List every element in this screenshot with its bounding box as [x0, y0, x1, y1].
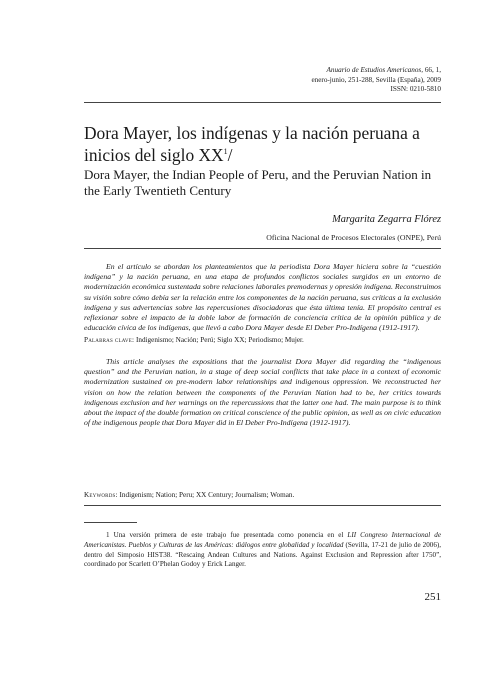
abstract-spanish: En el artículo se abordan los planteamientos que la periodista Dora Mayer hiciera sobre la “cuestión indígena” y la nación peruana, en una etapa de profundos conflictos sociales surgidos en un entorno de modernización económica sustentada sobre relaciones laborales premodernas y opresión indígena. Reconstruimos su visión sobre cómo debía ser la relación entre los componentes de la nación peruana, sus críticas a la exclusión indígena y sus advertencias sobre las repercusiones disociadoras que ésta última tenía. El propósito central es reflexionar sobre el impacto de la doble labor de formación de conciencia crítica de la opinión pública y de educación cívica de los indígenas, que llevó a cabo Dora Mayer desde El Deber Pro-Indígena (1912-1917).: [84, 262, 441, 333]
keywords-spanish-list: Indigenismo; Nación; Perú; Siglo XX; Periodismo; Mujer.: [134, 336, 304, 344]
footnote-event: LII Congreso Internacional de Americanistas. Pueblos y Culturas de las Américas: diálogos entre globalidad y localidad: [84, 531, 441, 549]
journal-name: Anuario de Estudios Americanos,: [326, 66, 424, 74]
abstract-english: This article analyses the expositions that the journalist Dora Mayer did regarding the “indigenous question” and the Peruvian nation, in a stage of deep social conflicts that take place in a context of economic modernization sustained on pre-modern labor relationships and indigenous oppression. We reconstructed her vision on how the relation between the components of the Peruvian Nation had to be, her critics towards indigenous exclusion and her warnings on the repercussions that the latter one had. The main purpose is to think about the impact of the double formation on critical conscience of the public opinion, as well as on civic education of the indigenous people that Dora Mayer did in El Deber Pro-Indígena (1912-1917).: [84, 357, 441, 428]
footnote-lead: 1 Una versión primera de este trabajo fue presentada como ponencia en el: [106, 531, 348, 539]
journal-issn: ISSN: 0210-5810: [390, 85, 441, 94]
title-spanish-text: Dora Mayer, los indígenas y la nación peruana a inicios del siglo XX: [84, 123, 420, 165]
journal-issue: 66, 1,: [423, 66, 441, 74]
keywords-english-list: Indigenism; Nation; Peru; XX Century; Journalism; Woman.: [117, 491, 295, 499]
journal-citation: [181, 66, 441, 76]
keywords-spanish-label: Palabras clave:: [84, 336, 135, 344]
journal-dates: enero-junio, 251-288, Sevilla (España), 2009: [311, 75, 441, 84]
journal-info: [181, 66, 441, 95]
title-english: Dora Mayer, the Indian People of Peru, and the Peruvian Nation in the Early Twentieth Century: [84, 167, 432, 198]
author-name: Margarita Zegarra Flórez: [332, 214, 441, 225]
footnote-rule: [84, 522, 137, 523]
footnote: [84, 531, 441, 570]
header-rule: [84, 102, 441, 103]
abstract-end-rule: [84, 505, 441, 506]
section-rule: [84, 248, 441, 249]
keywords-english-label: Keywords:: [84, 491, 118, 499]
author-affiliation: Oficina Nacional de Procesos Electorales (ONPE), Perú: [266, 233, 441, 242]
footnote-tail: (Sevilla, 17-21 de julio de 2006), dentro del Simposio HIST38. “Rescaing Andean Cultures and Nations. Against Exclusion and Repression after 1750”, coordinado por Scarlett O’Phelan Godoy y Erick Langer.: [84, 540, 442, 569]
page-number: 251: [424, 591, 441, 603]
title-spanish-tail: /: [227, 144, 233, 165]
footnote-marker: 1: [223, 146, 228, 156]
keywords-spanish: [84, 335, 441, 345]
title-spanish: [84, 124, 444, 164]
keywords-english: [84, 490, 441, 500]
